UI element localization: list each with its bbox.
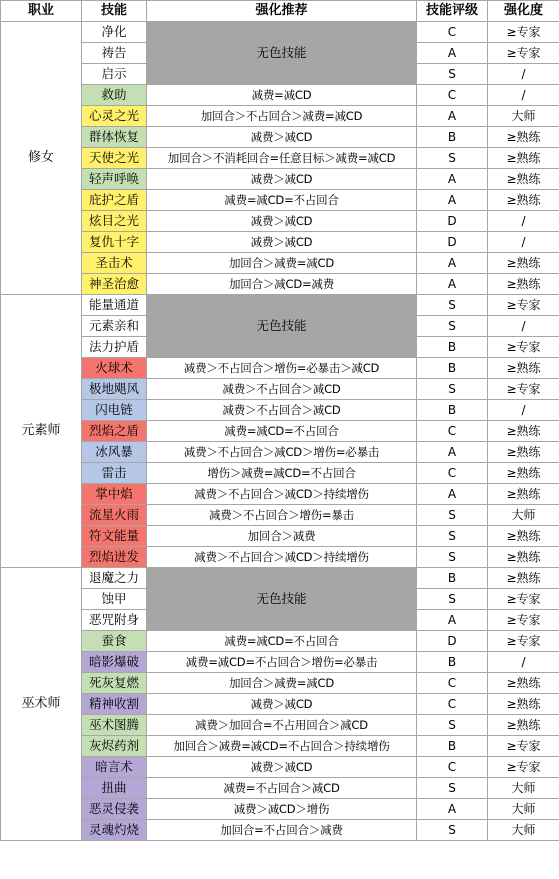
table-row: [1, 442, 559, 463]
grade-cell: D: [417, 232, 488, 253]
advice-cell: 减费＞不占回合＞增伤=必暴击＞减CD: [147, 358, 417, 379]
level-cell: ≥熟练: [488, 526, 559, 547]
level-cell: 大师: [488, 505, 559, 526]
advice-cell: 加回合＞不消耗回合=任意目标＞减费=减CD: [147, 148, 417, 169]
skill-cell: 启示: [82, 64, 147, 85]
skill-cell: 法力护盾: [82, 337, 147, 358]
skill-cell: 复仇十字: [82, 232, 147, 253]
header-row: [1, 1, 559, 22]
table-row: [1, 652, 559, 673]
skill-cell: 神圣治愈: [82, 274, 147, 295]
skill-cell: 流星火雨: [82, 505, 147, 526]
grade-cell: A: [417, 190, 488, 211]
table-row: [1, 211, 559, 232]
table-row: [1, 169, 559, 190]
level-cell: ≥熟练: [488, 169, 559, 190]
table-row: [1, 148, 559, 169]
level-cell: ≥熟练: [488, 715, 559, 736]
advice-cell: 减费＞不占回合＞增伤=暴击: [147, 505, 417, 526]
level-cell: ≥专家: [488, 43, 559, 64]
level-cell: ≥专家: [488, 757, 559, 778]
level-cell: /: [488, 652, 559, 673]
grade-cell: S: [417, 778, 488, 799]
grade-cell: A: [417, 106, 488, 127]
level-cell: /: [488, 400, 559, 421]
skill-cell: 巫术图腾: [82, 715, 147, 736]
grade-cell: A: [417, 799, 488, 820]
table-row: [1, 400, 559, 421]
grade-cell: S: [417, 589, 488, 610]
level-cell: ≥熟练: [488, 694, 559, 715]
level-cell: ≥熟练: [488, 484, 559, 505]
advice-cell: 增伤＞减费=减CD=不占回合: [147, 463, 417, 484]
table-row: [1, 505, 559, 526]
table-row: [1, 421, 559, 442]
skill-cell: 扭曲: [82, 778, 147, 799]
grade-cell: A: [417, 274, 488, 295]
level-cell: ≥专家: [488, 736, 559, 757]
table-row: [1, 694, 559, 715]
table-row: [1, 295, 559, 316]
level-cell: ≥专家: [488, 295, 559, 316]
grade-cell: D: [417, 211, 488, 232]
advice-cell: 减费=减CD: [147, 85, 417, 106]
advice-cell: 减费＞减CD: [147, 127, 417, 148]
level-cell: ≥专家: [488, 589, 559, 610]
grade-cell: C: [417, 85, 488, 106]
skill-cell: 祷告: [82, 43, 147, 64]
header-skill: 技能: [82, 1, 147, 22]
level-cell: ≥专家: [488, 379, 559, 400]
table-row: [1, 358, 559, 379]
grade-cell: B: [417, 337, 488, 358]
grade-cell: D: [417, 631, 488, 652]
skill-cell: 冰风暴: [82, 442, 147, 463]
grade-cell: A: [417, 442, 488, 463]
level-cell: /: [488, 85, 559, 106]
header-class: 职业: [1, 1, 82, 22]
advice-cell: 减费＞减CD: [147, 211, 417, 232]
level-cell: ≥专家: [488, 22, 559, 43]
table-row: [1, 547, 559, 568]
table-row: [1, 631, 559, 652]
skill-cell: 净化: [82, 22, 147, 43]
advice-cell: 减费=减CD=不占回合: [147, 631, 417, 652]
skill-cell: 圣击术: [82, 253, 147, 274]
skill-cell: 蚕食: [82, 631, 147, 652]
grade-cell: S: [417, 316, 488, 337]
skill-cell: 灵魂灼烧: [82, 820, 147, 841]
grade-cell: S: [417, 379, 488, 400]
level-cell: ≥熟练: [488, 442, 559, 463]
colorless-skill-cell: 无色技能: [147, 295, 417, 358]
grade-cell: A: [417, 169, 488, 190]
level-cell: 大师: [488, 106, 559, 127]
advice-cell: 减费＞不占回合＞减CD＞持续增伤: [147, 484, 417, 505]
advice-cell: 减费＞减CD: [147, 757, 417, 778]
table-row: [1, 85, 559, 106]
advice-cell: 加回合＞减费=减CD: [147, 253, 417, 274]
skill-cell: 雷击: [82, 463, 147, 484]
skill-cell: 暗言术: [82, 757, 147, 778]
level-cell: ≥专家: [488, 631, 559, 652]
table-row: [1, 232, 559, 253]
advice-cell: 加回合＞不占回合＞减费=减CD: [147, 106, 417, 127]
grade-cell: A: [417, 43, 488, 64]
skill-cell: 烈焰迸发: [82, 547, 147, 568]
table-row: [1, 22, 559, 43]
grade-cell: B: [417, 400, 488, 421]
advice-cell: 加回合＞减费=减CD=不占回合＞持续增伤: [147, 736, 417, 757]
advice-cell: 减费=不占回合＞减CD: [147, 778, 417, 799]
advice-cell: 加回合＞减费: [147, 526, 417, 547]
advice-cell: 加回合＞减费=减CD: [147, 673, 417, 694]
table-row: [1, 820, 559, 841]
table-row: [1, 736, 559, 757]
grade-cell: B: [417, 568, 488, 589]
class-cell: 修女: [1, 22, 82, 295]
grade-cell: A: [417, 253, 488, 274]
header-level: 强化度: [488, 1, 559, 22]
level-cell: ≥专家: [488, 610, 559, 631]
grade-cell: B: [417, 736, 488, 757]
level-cell: ≥熟练: [488, 127, 559, 148]
skill-cell: 灰烬药剂: [82, 736, 147, 757]
skill-cell: 恶灵侵袭: [82, 799, 147, 820]
skill-cell: 蚀甲: [82, 589, 147, 610]
advice-cell: 减费＞减CD: [147, 232, 417, 253]
table-row: [1, 568, 559, 589]
table-row: [1, 379, 559, 400]
grade-cell: A: [417, 610, 488, 631]
level-cell: ≥熟练: [488, 358, 559, 379]
advice-cell: 减费＞不占回合＞减CD＞增伤=必暴击: [147, 442, 417, 463]
skill-cell: 烈焰之盾: [82, 421, 147, 442]
grade-cell: C: [417, 757, 488, 778]
skill-cell: 掌中焰: [82, 484, 147, 505]
table-row: [1, 127, 559, 148]
table-row: [1, 526, 559, 547]
table-row: [1, 190, 559, 211]
advice-cell: 减费＞不占回合＞减CD: [147, 400, 417, 421]
level-cell: /: [488, 211, 559, 232]
advice-cell: 加回合＞减CD=减费: [147, 274, 417, 295]
skill-cell: 元素亲和: [82, 316, 147, 337]
skill-cell: 恶咒附身: [82, 610, 147, 631]
level-cell: ≥熟练: [488, 673, 559, 694]
skill-cell: 火球术: [82, 358, 147, 379]
skill-cell: 闪电链: [82, 400, 147, 421]
header-grade: 技能评级: [417, 1, 488, 22]
colorless-skill-cell: 无色技能: [147, 568, 417, 631]
grade-cell: C: [417, 463, 488, 484]
level-cell: 大师: [488, 799, 559, 820]
level-cell: ≥熟练: [488, 421, 559, 442]
level-cell: /: [488, 232, 559, 253]
table-row: [1, 715, 559, 736]
class-cell: 巫术师: [1, 568, 82, 841]
table-row: [1, 253, 559, 274]
skill-cell: 精神收割: [82, 694, 147, 715]
skill-cell: 符文能量: [82, 526, 147, 547]
table-row: [1, 799, 559, 820]
skill-cell: 退魔之力: [82, 568, 147, 589]
level-cell: ≥熟练: [488, 547, 559, 568]
grade-cell: B: [417, 127, 488, 148]
level-cell: ≥熟练: [488, 568, 559, 589]
skill-cell: 心灵之光: [82, 106, 147, 127]
advice-cell: 减费＞减CD: [147, 169, 417, 190]
table-row: [1, 484, 559, 505]
grade-cell: B: [417, 358, 488, 379]
advice-cell: 减费＞不占回合＞减CD: [147, 379, 417, 400]
skill-cell: 暗影爆破: [82, 652, 147, 673]
level-cell: ≥熟练: [488, 463, 559, 484]
table-row: [1, 463, 559, 484]
level-cell: 大师: [488, 778, 559, 799]
colorless-skill-cell: 无色技能: [147, 22, 417, 85]
skill-cell: 极地飓风: [82, 379, 147, 400]
class-cell: 元素师: [1, 295, 82, 568]
level-cell: /: [488, 64, 559, 85]
table-row: [1, 274, 559, 295]
table-row: [1, 757, 559, 778]
advice-cell: 减费＞加回合=不占用回合＞减CD: [147, 715, 417, 736]
level-cell: 大师: [488, 820, 559, 841]
grade-cell: C: [417, 673, 488, 694]
skill-cell: 轻声呼唤: [82, 169, 147, 190]
grade-cell: S: [417, 64, 488, 85]
skill-cell: 庇护之盾: [82, 190, 147, 211]
grade-cell: S: [417, 715, 488, 736]
advice-cell: 减费=减CD=不占回合: [147, 190, 417, 211]
table-row: [1, 778, 559, 799]
header-advice: 强化推荐: [147, 1, 417, 22]
skill-cell: 炫目之光: [82, 211, 147, 232]
level-cell: ≥熟练: [488, 148, 559, 169]
table-row: [1, 673, 559, 694]
level-cell: /: [488, 316, 559, 337]
grade-cell: S: [417, 505, 488, 526]
grade-cell: S: [417, 295, 488, 316]
skill-cell: 救助: [82, 85, 147, 106]
grade-cell: S: [417, 148, 488, 169]
grade-cell: S: [417, 820, 488, 841]
grade-cell: B: [417, 652, 488, 673]
grade-cell: S: [417, 526, 488, 547]
skill-cell: 死灰复燃: [82, 673, 147, 694]
level-cell: ≥熟练: [488, 253, 559, 274]
skill-cell: 群体恢复: [82, 127, 147, 148]
level-cell: ≥熟练: [488, 274, 559, 295]
grade-cell: C: [417, 694, 488, 715]
advice-cell: 减费＞减CD: [147, 694, 417, 715]
grade-cell: S: [417, 547, 488, 568]
grade-cell: C: [417, 421, 488, 442]
grade-cell: A: [417, 484, 488, 505]
advice-cell: 减费＞不占回合＞减CD＞持续增伤: [147, 547, 417, 568]
table-row: [1, 106, 559, 127]
advice-cell: 减费=减CD=不占回合: [147, 421, 417, 442]
advice-cell: 减费=减CD=不占回合＞增伤=必暴击: [147, 652, 417, 673]
skill-cell: 天使之光: [82, 148, 147, 169]
level-cell: ≥专家: [488, 337, 559, 358]
skill-cell: 能量通道: [82, 295, 147, 316]
table-body: [1, 22, 559, 841]
grade-cell: C: [417, 22, 488, 43]
level-cell: ≥熟练: [488, 190, 559, 211]
advice-cell: 加回合=不占回合＞减费: [147, 820, 417, 841]
advice-cell: 减费＞减CD＞增伤: [147, 799, 417, 820]
